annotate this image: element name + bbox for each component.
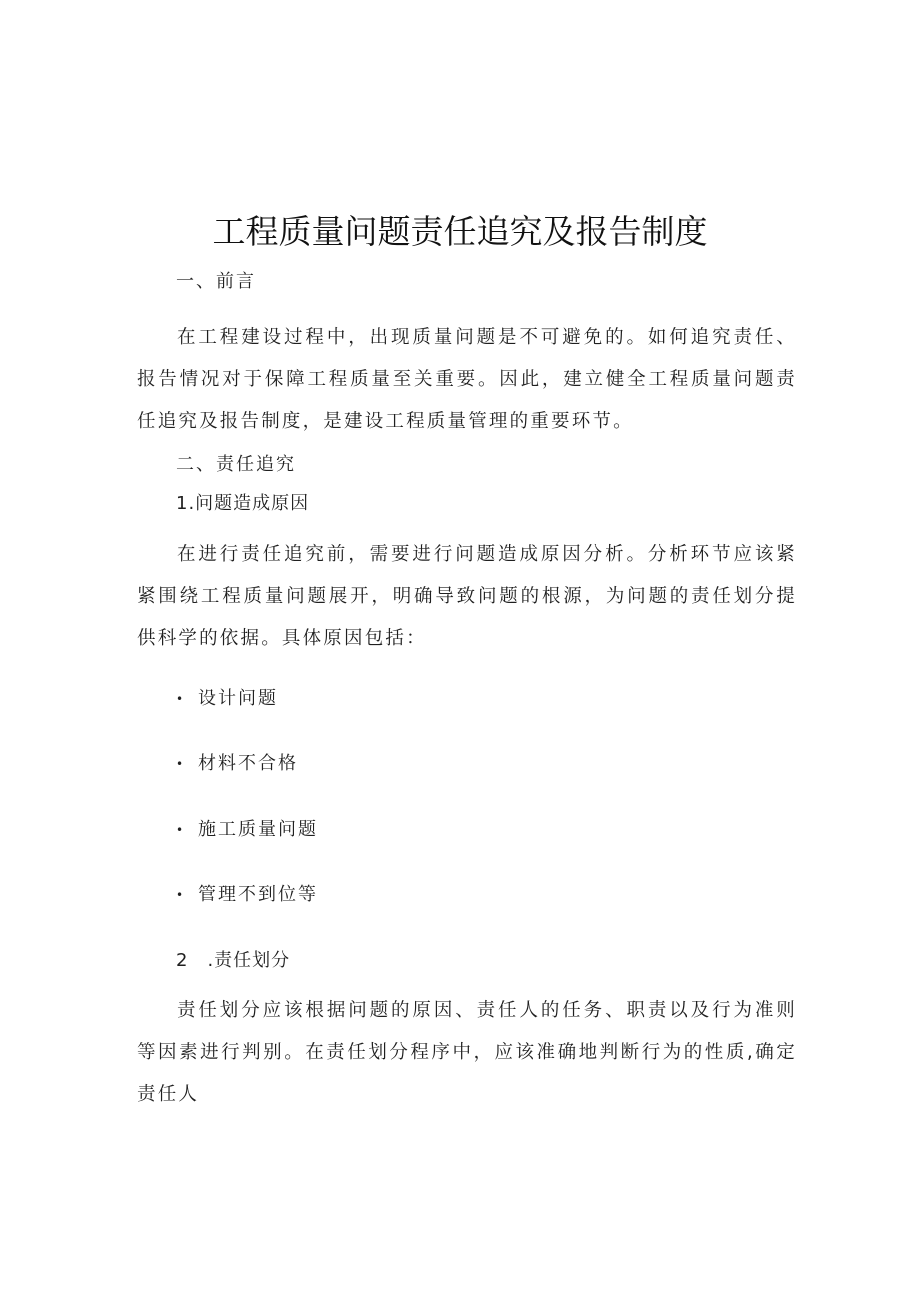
list-item-label: 材料不合格 [198,753,298,774]
section-heading-preface: 一、前言 [176,271,256,292]
document-title: 工程质量问题责任追究及报告制度 [212,212,708,251]
bullet-icon: • [176,757,186,771]
causes-paragraph: 在进行责任追究前，需要进行问题造成原因分析。分析环节应该紧紧围绕工程质量问题展开，明确导致问题的根源，为问题的责任划分提供科学的依据。具体原因包括： [137,544,797,649]
list-item-label: 设计问题 [198,688,278,709]
preface-paragraph: 在工程建设过程中，出现质量问题是不可避免的。如何追究责任、报告情况对于保障工程质量至关重要。因此，建立健全工程质量问题责任追究及报告制度，是建设工程质量管理的重要环节。 [137,327,797,432]
list-item [176,881,318,909]
section-heading-accountability: 二、责任追究 [176,454,296,475]
list-item-label: 施工质量问题 [198,819,318,840]
subsection-heading-causes: 1.问题造成原因 [176,493,310,514]
bullet-icon: • [176,823,186,837]
list-item-label: 管理不到位等 [198,884,318,905]
list-item [176,685,278,713]
bullet-icon: • [176,692,186,706]
subsection-heading-responsibility: 2 .责任划分 [176,950,291,971]
bullet-icon: • [176,888,186,902]
responsibility-paragraph: 责任划分应该根据问题的原因、责任人的任务、职责以及行为准则等因素进行判别。在责任划分程序中，应该准确地判断行为的性质,确定责任人 [137,1000,797,1105]
list-item [176,750,298,778]
list-item [176,816,318,844]
